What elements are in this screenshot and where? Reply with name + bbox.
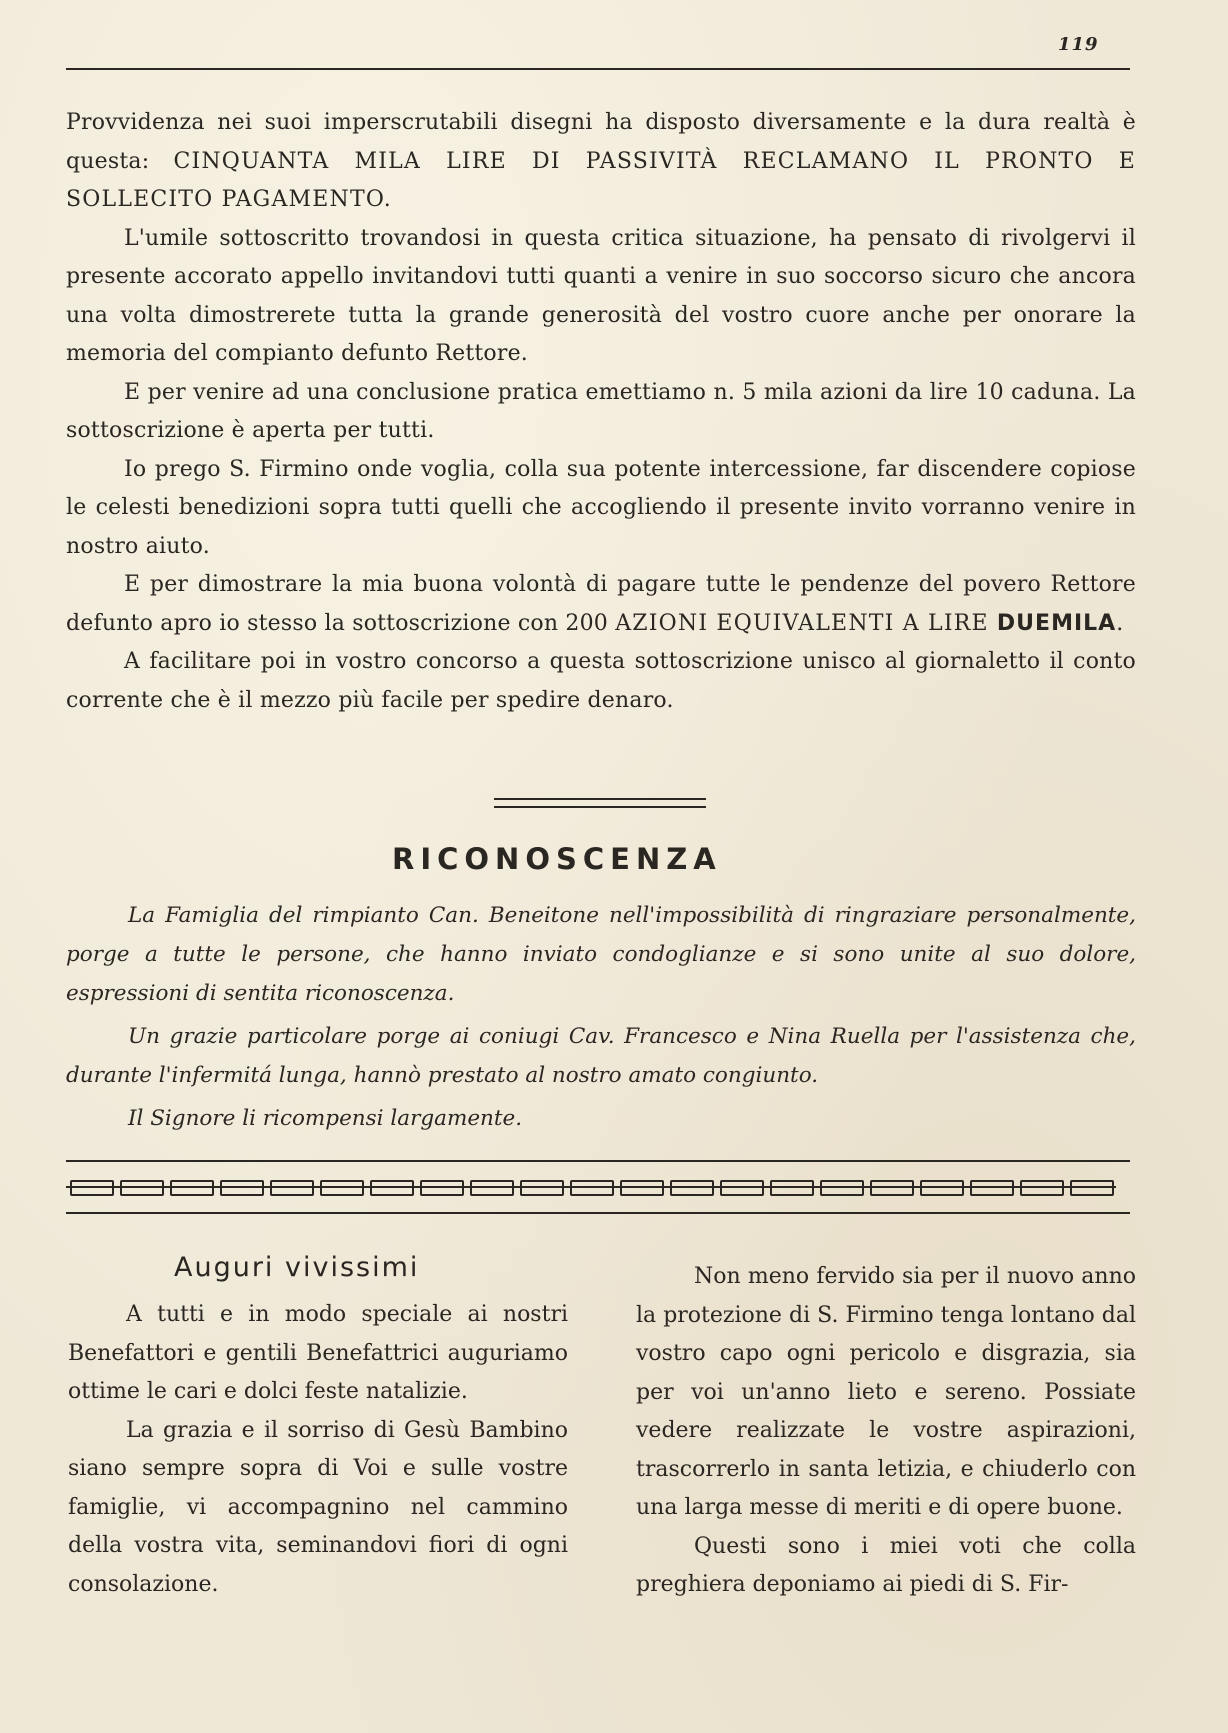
chain-link [916,1176,966,1198]
chain-link [766,1176,816,1198]
chain-link [416,1176,466,1198]
appeal-paragraph-1 [66,104,1136,220]
chain-ornament [66,1176,1130,1198]
auguri-right-paragraph-1: Non meno fervido sia per il nuovo anno la protezione di S. Firmino tenga lontano dal vostro capo ogni pericolo e disgrazia, sia per voi un'anno lieto e sereno. Possiate vedere realizzate le vostre aspirazioni, trascorrerlo in santa letizia, e chiuderlo con una larga messe di meriti e di opere buone. [636,1264,1136,1520]
appeal-paragraph-5-end: . [1116,610,1124,636]
appeal-paragraph-5 [66,566,1136,643]
chain-link [566,1176,616,1198]
appeal-paragraph-5-text: E per dimostrare la mia buona volontà di pagare tutte le pendenze del povero Rettore defunto apro io stesso la sottoscrizione con 200 [66,572,1136,636]
auguri-right-column [636,1258,1136,1605]
chain-link [116,1176,166,1198]
auguri-left-paragraph-2: La grazia e il sorriso di Gesù Bambino siano sempre sopra di Voi e sulle vostre famiglie, vi accompagnino nel cammino della vostra vita, seminandovi fiori di ogni consolazione. [68,1417,568,1597]
appeal-paragraph-6: A facilitare poi in vostro concorso a questa sottoscrizione unisco al giornaletto il conto corrente che è il mezzo più facile per spedire denaro. [66,649,1136,713]
azioni-caps-text: AZIONI EQUIVALENTI A LIRE [615,610,997,636]
chain-link [466,1176,516,1198]
chain-border-bottom-rule [66,1212,1130,1214]
duemila-bold-text: DUEMILA [996,610,1117,636]
riconoscenza-text [66,896,1136,1142]
chain-link [616,1176,666,1198]
chain-link [366,1176,416,1198]
auguri-heading: Auguri vivissimi [174,1252,420,1283]
chain-link [516,1176,566,1198]
chain-link [1016,1176,1066,1198]
chain-link [166,1176,216,1198]
chain-link [866,1176,916,1198]
riconoscenza-heading: RICONOSCENZA [392,842,722,876]
auguri-left-paragraph-1: A tutti e in modo speciale ai nostri Benefattori e gentili Benefattrici auguriamo ottime le cari e dolci feste natalizie. [68,1302,568,1404]
appeal-paragraph-1-text: Provvidenza nei suoi imperscrutabili disegni ha disposto diversamente e la dura realtà è questa: [66,110,1136,174]
page-number: 119 [1058,34,1099,55]
auguri-right-paragraph-2: Questi sono i miei voti che colla preghiera deponiamo ai piedi di S. Fir- [636,1533,1136,1597]
auguri-left-column [68,1248,568,1604]
passivita-caps-text: CINQUANTA MILA LIRE DI PASSIVITÀ RECLAMANO IL PRONTO E SOLLECITO PAGAMENTO. [66,148,1136,212]
appeal-paragraph-2: L'umile sottoscritto trovandosi in questa critica situazione, ha pensato di rivolgervi il presente accorato appello invitandovi tutti quanti a venire in suo soccorso sicuro che ancora una volta dimostrerete tutta la grande generosità del vostro cuore anche per onorare la memoria del compianto defunto Rettore. [66,225,1136,366]
chain-link [266,1176,316,1198]
section-divider [494,798,706,808]
chain-link [216,1176,266,1198]
chain-link [1066,1176,1116,1198]
appeal-text [66,104,1136,720]
chain-link [716,1176,766,1198]
appeal-paragraph-3: E per venire ad una conclusione pratica emettiamo n. 5 mila azioni da lire 10 caduna. La sottoscrizione è aperta per tutti. [66,379,1136,443]
appeal-paragraph-4: Io prego S. Firmino onde voglia, colla sua potente intercessione, far discendere copiose le celesti benedizioni sopra tutti quelli che accogliendo il presente invito vorranno venire in nostro aiuto. [66,456,1136,559]
chain-link [666,1176,716,1198]
chain-border-top-rule [66,1160,1130,1162]
riconoscenza-paragraph-3: Il Signore li ricompensi largamente. [128,1106,523,1131]
chain-link [316,1176,366,1198]
chain-link [966,1176,1016,1198]
chain-link [66,1176,116,1198]
chain-link [816,1176,866,1198]
header-rule [66,68,1130,70]
riconoscenza-paragraph-1: La Famiglia del rimpianto Can. Beneitone nell'impossibilità di ringraziare personalmente, porge a tutte le persone, che hanno inviato condoglianze e si sono unite al suo dolore, espressioni di sentita riconoscenza. [66,903,1136,1006]
riconoscenza-paragraph-2: Un grazie particolare porge ai coniugi Cav. Francesco e Nina Ruella per l'assistenza che, durante l'infermitá lunga, hannò prestato al nostro amato congiunto. [66,1024,1136,1088]
